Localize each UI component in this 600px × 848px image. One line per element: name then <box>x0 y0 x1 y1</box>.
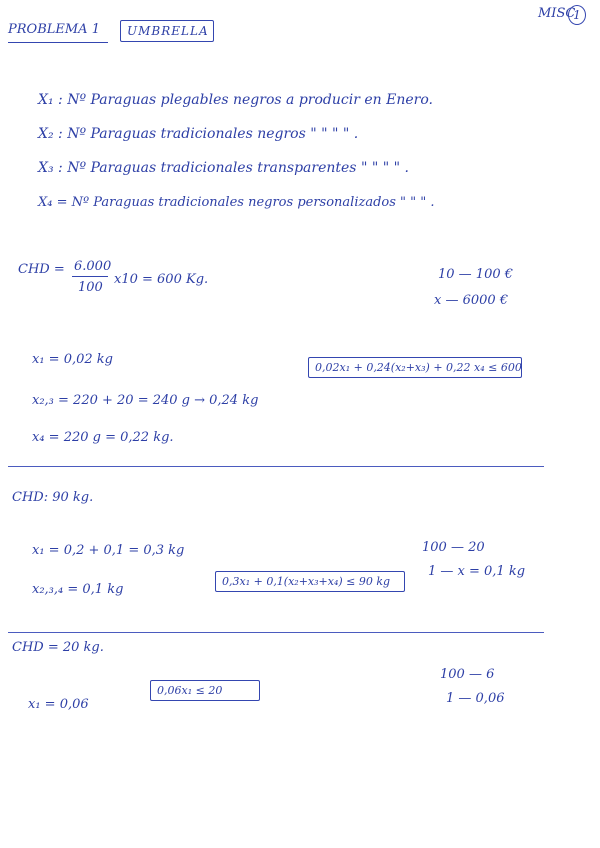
chd-label-1: CHD = <box>18 262 65 277</box>
fraction-denominator: 100 <box>78 280 103 295</box>
ratio-line-5: 100 — 6 <box>440 667 495 682</box>
problem-title: PROBLEMA 1 <box>8 22 100 37</box>
product-name-box: UMBRELLA <box>120 20 214 42</box>
page-tag: MISC <box>538 6 576 21</box>
x23-weight: x₂,₃ = 220 + 20 = 240 g → 0,24 kg <box>32 393 259 408</box>
page-number: 1 <box>568 5 586 25</box>
ratio-line-2: x — 6000 € <box>434 293 509 308</box>
ratio-line-4: 1 — x = 0,1 kg <box>428 564 526 579</box>
chd-label-2: CHD: 90 kg. <box>12 490 94 505</box>
constraint-box-3: 0,06x₁ ≤ 20 <box>150 680 260 701</box>
constraint-box-1: 0,02x₁ + 0,24(x₂+x₃) + 0,22 x₄ ≤ 600 <box>308 357 522 378</box>
fraction-bar <box>72 276 108 277</box>
variable-x4: X₄ = Nº Paraguas tradicionales negros personalizados " " " . <box>38 195 435 210</box>
x1-weight: x₁ = 0,02 kg <box>32 352 113 367</box>
variable-x1: X₁ : Nº Paraguas plegables negros a producir en Enero. <box>38 92 433 108</box>
title-underline <box>8 42 108 43</box>
constraint-box-2: 0,3x₁ + 0,1(x₂+x₃+x₄) ≤ 90 kg <box>215 571 405 592</box>
fraction-numerator: 6.000 <box>74 259 112 274</box>
x4-weight: x₄ = 220 g = 0,22 kg. <box>32 430 174 445</box>
chd-label-3: CHD = 20 kg. <box>12 640 104 655</box>
ratio-line-6: 1 — 0,06 <box>446 691 505 706</box>
x234-weight: x₂,₃,₄ = 0,1 kg <box>32 582 124 597</box>
x1-weight-3: x₁ = 0,06 <box>28 697 89 712</box>
x1-weight-2: x₁ = 0,2 + 0,1 = 0,3 kg <box>32 543 185 558</box>
section-divider-1 <box>8 466 544 467</box>
ratio-line-1: 10 — 100 € <box>438 267 514 282</box>
ratio-line-3: 100 — 20 <box>422 540 485 555</box>
variable-x3: X₃ : Nº Paraguas tradicionales transparentes " " " " . <box>38 160 409 176</box>
fraction-result: x10 = 600 Kg. <box>114 272 209 287</box>
section-divider-2 <box>8 632 544 633</box>
variable-x2: X₂ : Nº Paraguas tradicionales negros " " " " . <box>38 126 359 142</box>
